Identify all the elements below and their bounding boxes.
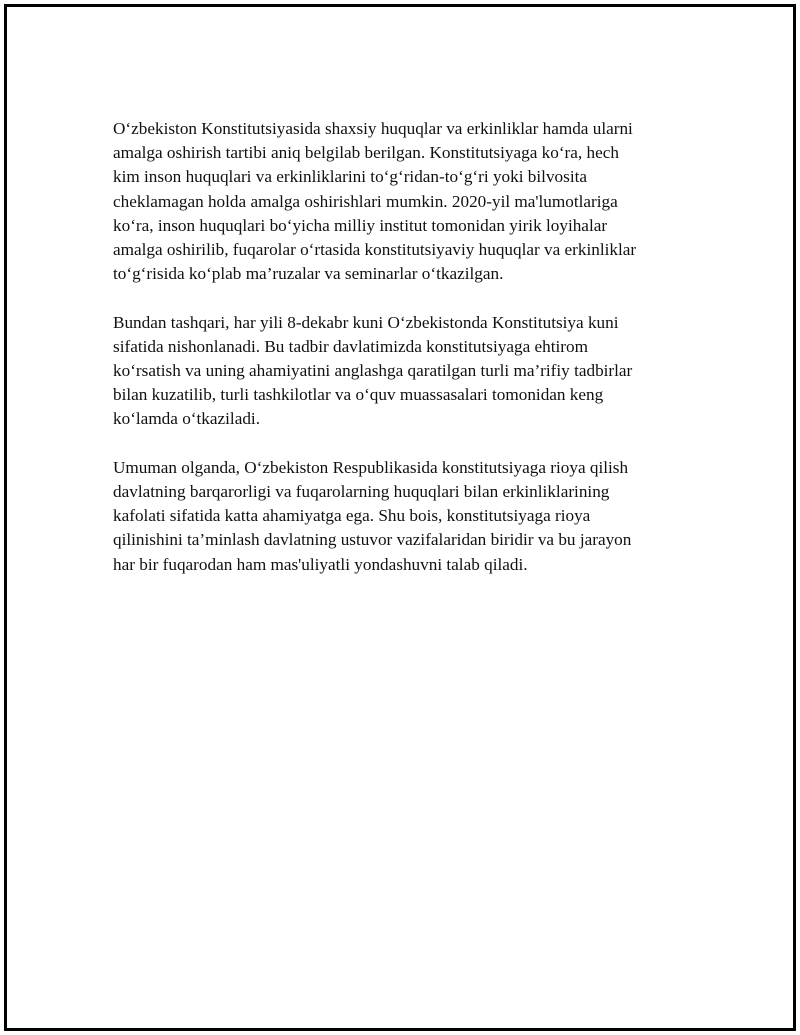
paragraph-constitution-rights: O‘zbekiston Konstitutsiyasida shaxsiy huquqlar va erkinliklar hamda ularni amalga oshirish tartibi aniq belgilab berilgan. Konstitutsiyaga ko‘ra, hech kim inson huquqlari va erkinliklarini to‘g‘ridan-to‘g‘ri yoki bilvosita cheklamagan holda amalga oshirishlari mumkin. 2020-yil ma'lumotlariga ko‘ra, inson huquqlari bo‘yicha milliy institut tomonidan yirik loyihalar amalga oshirilib, fuqarolar o‘rtasida konstitutsiyaviy huquqlar va erkinliklar to‘g‘risida ko‘plab ma’ruzalar va seminarlar o‘tkazilgan.	[113, 119, 637, 284]
paragraph-constitution-day: Bundan tashqari, har yili 8-dekabr kuni O‘zbekistonda Konstitutsiya kuni sifatida nishonlanadi. Bu tadbir davlatimizda konstitutsiyaga ehtirom ko‘rsatish va uning ahamiyatini anglashga qaratilgan turli ma’rifiy tadbirlar bilan kuzatilib, turli tashkilotlar va o‘quv muassasalari tomonidan keng ko‘lamda o‘tkaziladi.	[113, 312, 633, 429]
document-body	[113, 117, 683, 601]
paragraph-conclusion: Umuman olganda, O‘zbekiston Respublikasida konstitutsiyaga rioya qilish davlatning barqarorligi va fuqarolarning huquqlari bilan erkinliklarining kafolati sifatida katta ahamiyatga ega. Shu bois, konstitutsiyaga rioya qilinishini ta’minlash davlatning ustuvor vazifalaridan biridir va bu jarayon har bir fuqarodan ham mas'uliyatli yondashuvni talab qiladi.	[113, 457, 632, 574]
